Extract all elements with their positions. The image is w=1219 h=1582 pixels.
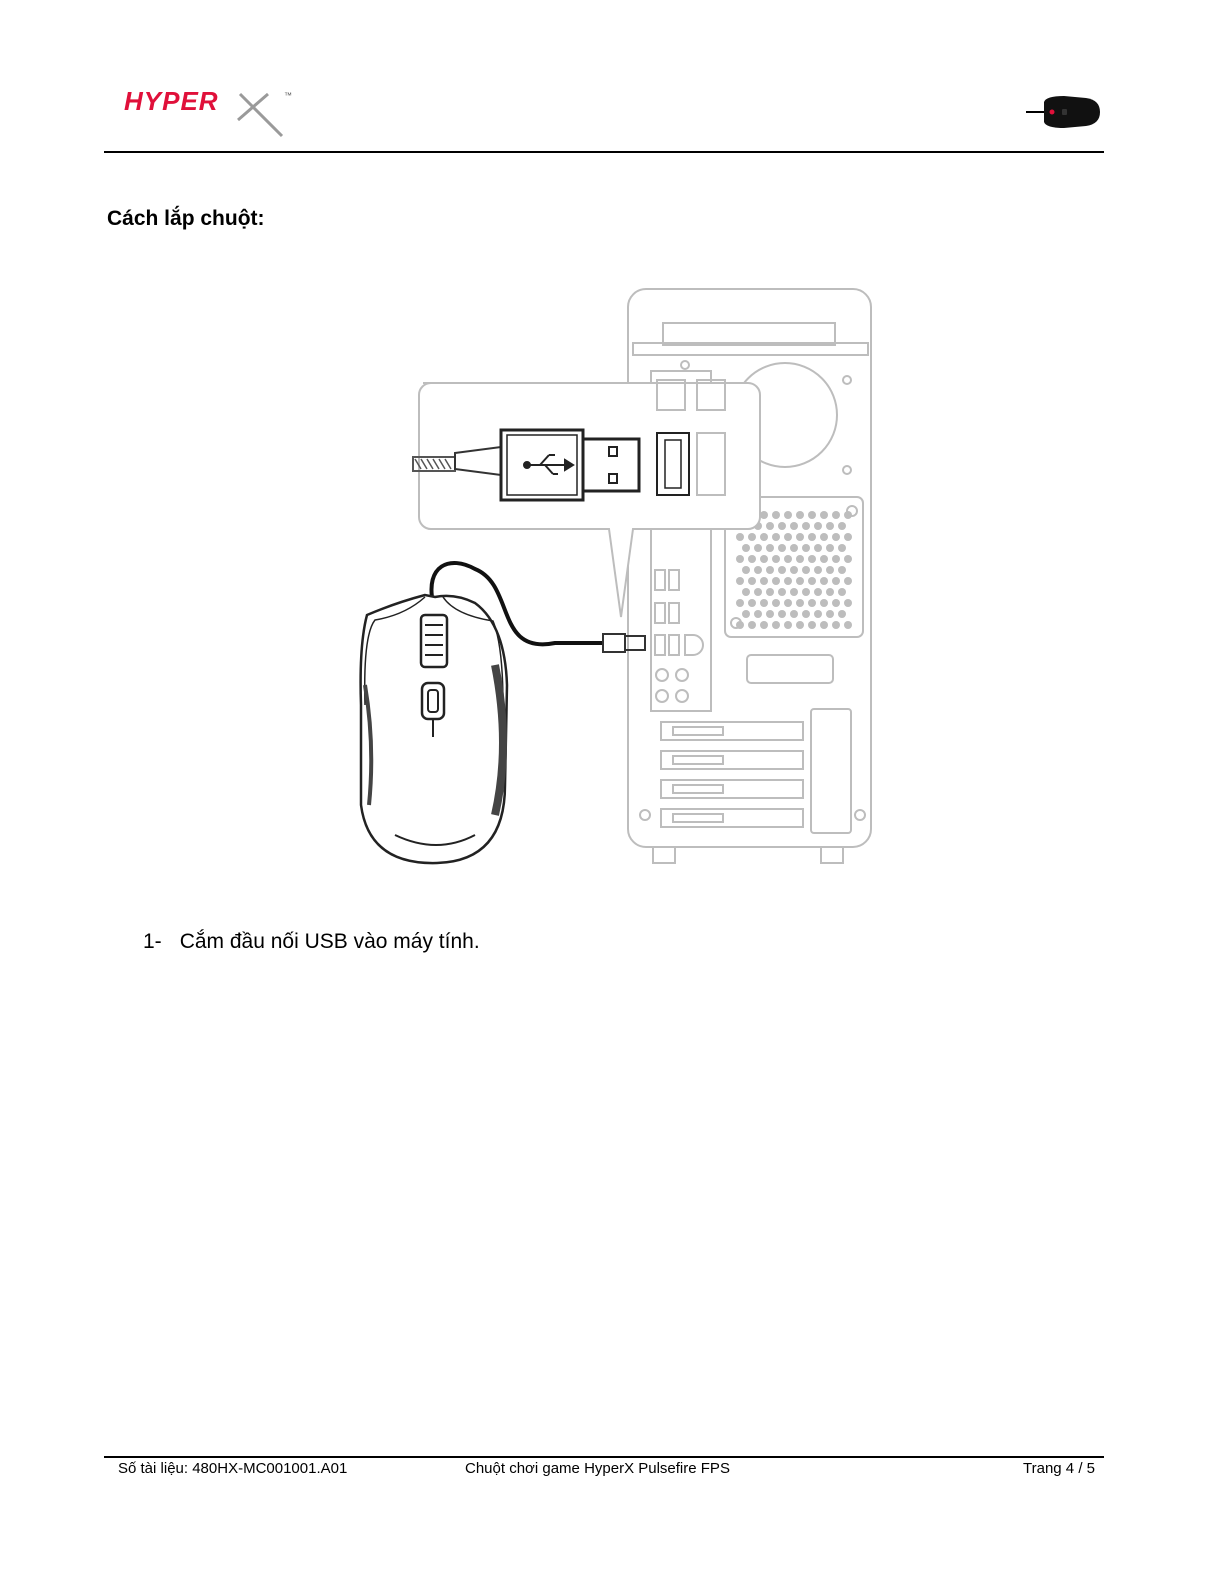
mouse-connected-to-pc-illustration (355, 285, 880, 870)
mouse-icon (1024, 92, 1104, 132)
logo-tm: ™ (284, 91, 292, 100)
footer-doc-number: Số tài liệu: 480HX-MC001001.A01 (118, 1460, 348, 1477)
logo-text: HYPER (124, 86, 219, 116)
footer-page-number: Trang 4 / 5 (1023, 1460, 1095, 1477)
hyperx-logo (118, 80, 308, 142)
footer-rule (104, 1456, 1104, 1458)
footer-product-name: Chuột chơi game HyperX Pulsefire FPS (465, 1460, 730, 1477)
section-title: Cách lắp chuột: (107, 207, 265, 230)
step-number: 1- (143, 930, 162, 953)
header-rule (104, 151, 1104, 153)
usb-callout (413, 380, 760, 617)
step-text: Cắm đầu nối USB vào máy tính. (179, 930, 480, 953)
pc-tower (628, 289, 871, 863)
mouse (361, 595, 507, 863)
step-1 (143, 930, 480, 954)
